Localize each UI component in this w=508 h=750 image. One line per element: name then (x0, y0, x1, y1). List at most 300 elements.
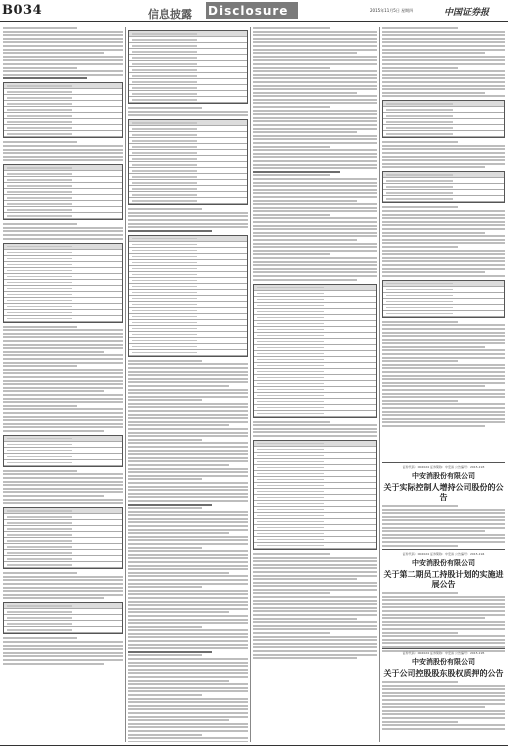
text-line (128, 514, 248, 516)
text-line (382, 166, 485, 168)
text-line (253, 185, 377, 187)
text-line (253, 77, 377, 79)
text-line (382, 159, 505, 161)
text-line (128, 460, 248, 462)
text-line (382, 31, 505, 33)
text-line (3, 491, 123, 493)
text-line (128, 629, 248, 631)
text-line (128, 586, 202, 588)
data-table (3, 82, 123, 138)
text-line (253, 117, 377, 119)
text-line (382, 346, 485, 348)
text-line (128, 381, 248, 383)
text-line (253, 221, 377, 223)
text-line (128, 698, 248, 700)
text-line (382, 371, 505, 373)
text-line (382, 403, 505, 405)
data-table (382, 100, 505, 138)
table-row (383, 131, 504, 137)
text-line (3, 408, 123, 410)
column-divider (125, 27, 126, 742)
text-line (382, 688, 505, 690)
text-line (382, 206, 458, 208)
text-line (128, 547, 202, 549)
text-line (128, 226, 248, 228)
text-line (253, 235, 377, 237)
text-line (382, 375, 505, 377)
data-table (382, 171, 505, 203)
text-line (128, 658, 248, 660)
text-line (253, 182, 377, 184)
text-line (382, 38, 505, 40)
text-line (128, 601, 248, 603)
text-line (253, 203, 377, 205)
heading-line (3, 77, 87, 79)
text-line (253, 257, 377, 259)
text-line (253, 45, 377, 47)
text-line (128, 446, 248, 448)
text-line (382, 624, 505, 626)
text-line (128, 734, 202, 736)
text-line (253, 268, 377, 270)
table-row (4, 316, 122, 322)
text-line (128, 406, 248, 408)
text-line (128, 726, 248, 728)
text-line (128, 486, 248, 488)
data-table (3, 507, 123, 569)
header-rule (0, 21, 508, 22)
text-line (128, 403, 248, 405)
text-line (253, 99, 377, 101)
text-line (253, 52, 357, 54)
text-line (128, 223, 248, 225)
text-line (128, 414, 248, 416)
text-line (253, 639, 377, 641)
text-line (128, 622, 248, 624)
text-line (382, 92, 485, 94)
text-line (3, 45, 123, 47)
text-line (253, 431, 377, 433)
text-line (128, 453, 248, 455)
text-line (253, 85, 377, 87)
text-line (253, 232, 377, 234)
table-row (4, 460, 122, 466)
text-line (253, 592, 330, 594)
notice-company: 中安消股份有限公司 (412, 471, 475, 480)
newspaper-name: 中国证券报 (444, 8, 490, 18)
text-line (253, 128, 377, 130)
text-line (253, 603, 377, 605)
text-line (3, 430, 104, 432)
text-line (253, 217, 377, 219)
text-line (128, 432, 248, 434)
data-table (3, 164, 123, 220)
text-line (128, 636, 248, 638)
text-line (253, 271, 377, 273)
text-line (253, 135, 377, 137)
text-line (382, 88, 505, 90)
text-line (3, 645, 123, 647)
text-line (382, 145, 505, 147)
text-line (3, 340, 123, 342)
text-line (253, 120, 377, 122)
text-line (382, 45, 505, 47)
text-line (128, 550, 248, 552)
text-line (128, 572, 229, 574)
text-line (253, 575, 377, 577)
text-line (253, 564, 377, 566)
text-line (382, 724, 505, 726)
text-line (382, 257, 505, 259)
text-line (382, 148, 505, 150)
text-line (253, 250, 377, 252)
text-line (382, 721, 458, 723)
text-line (253, 596, 377, 598)
text-line (382, 421, 505, 423)
text-line (382, 530, 485, 532)
text-line (382, 407, 505, 409)
notice-company: 中安消股份有限公司 (412, 657, 475, 666)
text-line (253, 92, 357, 94)
text-line (382, 221, 505, 223)
text-line (3, 401, 123, 403)
text-line (128, 212, 248, 214)
text-line (128, 579, 248, 581)
text-line (128, 500, 248, 502)
notice-block (382, 462, 505, 548)
text-line (3, 223, 77, 225)
text-line (253, 239, 357, 241)
text-line (3, 49, 123, 51)
text-line (382, 357, 505, 359)
text-line (3, 394, 123, 396)
text-line (382, 321, 458, 323)
text-line (128, 672, 248, 674)
text-line (253, 610, 377, 612)
text-line (128, 676, 248, 678)
text-line (253, 34, 377, 36)
text-line (253, 110, 377, 112)
text-line (382, 364, 505, 366)
text-line (128, 701, 248, 703)
text-line (382, 505, 458, 507)
text-line (128, 669, 248, 671)
text-line (382, 360, 458, 362)
data-table (253, 440, 377, 550)
heading-line (128, 504, 212, 506)
text-line (3, 477, 123, 479)
text-line (382, 414, 505, 416)
text-line (382, 70, 505, 72)
text-line (382, 699, 505, 701)
text-line (253, 428, 377, 430)
text-line (382, 27, 458, 29)
text-line (3, 641, 123, 643)
text-line (128, 536, 248, 538)
text-line (128, 385, 229, 387)
text-line (253, 650, 377, 652)
text-line (382, 268, 505, 270)
text-line (382, 250, 505, 252)
text-line (253, 31, 377, 33)
text-line (253, 618, 357, 620)
text-line (128, 640, 248, 642)
text-line (253, 49, 377, 51)
table-row (254, 411, 376, 417)
text-line (3, 336, 123, 338)
text-line (253, 557, 377, 559)
text-line (3, 344, 123, 346)
notice-body (382, 681, 505, 730)
text-line (3, 372, 123, 374)
text-line (253, 142, 377, 144)
text-line (3, 576, 123, 578)
text-line (382, 695, 505, 697)
text-line (3, 648, 123, 650)
text-line (3, 659, 123, 661)
text-line (382, 264, 505, 266)
text-line (253, 636, 377, 638)
text-line (382, 537, 505, 539)
text-line (128, 705, 248, 707)
notice-code-line: 证券代码：002024 证券简称：中安消 公告编号：2015-193 (402, 465, 485, 469)
text-line (128, 662, 248, 664)
table-row (383, 311, 504, 317)
text-line (3, 655, 123, 657)
data-table (128, 235, 248, 357)
text-line (382, 271, 485, 273)
table-row (4, 213, 122, 219)
text-line (253, 95, 377, 97)
section-title-cn: 信息披露 (148, 8, 192, 21)
text-line (128, 719, 229, 721)
text-line (382, 335, 505, 337)
text-line (253, 38, 377, 40)
text-line (128, 597, 248, 599)
text-line (128, 478, 202, 480)
text-line (128, 482, 248, 484)
text-line (3, 230, 123, 232)
text-line (253, 74, 377, 76)
text-line (382, 353, 505, 355)
text-line (128, 680, 229, 682)
text-line (128, 399, 202, 401)
text-line (3, 67, 77, 69)
text-line (128, 608, 248, 610)
text-line (128, 687, 248, 689)
text-line (382, 74, 505, 76)
text-line (128, 464, 229, 466)
text-line (382, 332, 505, 334)
text-line (253, 643, 377, 645)
text-line (382, 389, 505, 391)
text-line (382, 411, 505, 413)
text-line (253, 600, 377, 602)
text-line (128, 565, 248, 567)
text-line (382, 393, 505, 395)
text-line (382, 713, 505, 715)
text-line (382, 527, 505, 529)
text-line (382, 152, 505, 154)
text-line (253, 435, 377, 437)
text-line (382, 425, 485, 427)
text-line (3, 354, 123, 356)
text-line (128, 107, 202, 109)
text-line (128, 208, 202, 210)
text-line (382, 418, 505, 420)
text-line (253, 196, 377, 198)
text-line (128, 644, 248, 646)
text-line (3, 329, 123, 331)
notice-company: 中安消股份有限公司 (412, 558, 475, 567)
text-line (128, 371, 248, 373)
text-line (382, 685, 505, 687)
text-line (3, 159, 123, 161)
text-line (128, 468, 248, 470)
data-table (128, 119, 248, 205)
text-line (3, 227, 123, 229)
text-line (3, 38, 123, 40)
text-line (128, 442, 248, 444)
text-line (128, 475, 248, 477)
text-line (128, 360, 202, 362)
text-line (3, 488, 123, 490)
text-line (3, 141, 77, 143)
text-line (3, 70, 123, 72)
text-line (128, 424, 229, 426)
text-line (3, 149, 123, 151)
text-line (128, 694, 202, 696)
text-line (382, 599, 505, 601)
text-line (382, 710, 505, 712)
text-line (128, 633, 248, 635)
text-line (128, 518, 248, 520)
article-column-3 (253, 27, 377, 742)
text-line (3, 590, 123, 592)
text-line (3, 376, 123, 378)
text-line (382, 541, 505, 543)
text-line (382, 596, 505, 598)
notice-block (382, 549, 505, 653)
text-line (253, 264, 377, 266)
text-line (128, 611, 229, 613)
text-line (382, 592, 458, 594)
text-line (128, 690, 248, 692)
text-line (128, 111, 248, 113)
text-line (253, 614, 377, 616)
table-row (4, 562, 122, 568)
text-line (382, 224, 505, 226)
text-line (128, 219, 248, 221)
text-line (253, 654, 377, 656)
text-line (128, 654, 202, 656)
text-line (382, 628, 505, 630)
section-title-en: Disclosure (208, 4, 289, 18)
text-line (253, 131, 357, 133)
text-line (128, 392, 248, 394)
text-line (382, 717, 505, 719)
text-line (128, 712, 248, 714)
text-line (382, 642, 505, 644)
text-line (382, 95, 505, 97)
text-line (382, 235, 505, 237)
text-line (253, 421, 330, 423)
text-line (382, 41, 505, 43)
text-line (128, 604, 248, 606)
text-line (128, 593, 248, 595)
text-line (253, 607, 377, 609)
text-line (253, 27, 330, 29)
text-line (128, 417, 248, 419)
text-line (382, 339, 505, 341)
text-line (253, 59, 377, 61)
text-line (3, 426, 123, 428)
text-line (3, 398, 123, 400)
text-line (128, 511, 248, 513)
text-line (382, 378, 505, 380)
text-line (3, 358, 123, 360)
text-line (253, 228, 377, 230)
text-line (253, 632, 330, 634)
text-line (3, 56, 123, 58)
text-line (253, 189, 377, 191)
text-line (128, 543, 248, 545)
text-line (382, 246, 458, 248)
text-line (3, 333, 123, 335)
text-line (3, 652, 123, 654)
text-line (3, 27, 77, 29)
text-line (128, 615, 248, 617)
text-line (382, 523, 505, 525)
footer-rule (0, 745, 508, 746)
text-line (382, 621, 505, 623)
text-line (382, 260, 505, 262)
table-row (129, 97, 247, 103)
text-line (3, 347, 123, 349)
notice-block (382, 648, 505, 731)
text-line (128, 683, 248, 685)
data-table (3, 435, 123, 467)
text-line (3, 238, 123, 240)
text-line (382, 367, 505, 369)
notice-title: 关于公司控股股东股权质押的公告 (383, 668, 504, 678)
text-line (382, 534, 505, 536)
text-line (128, 421, 248, 423)
text-line (382, 519, 505, 521)
text-line (3, 502, 123, 504)
text-line (128, 374, 248, 376)
text-line (3, 583, 123, 585)
text-line (128, 716, 248, 718)
text-line (382, 703, 505, 705)
text-line (128, 450, 248, 452)
text-line (253, 81, 377, 83)
text-line (382, 728, 505, 730)
text-line (382, 217, 505, 219)
text-line (253, 63, 377, 65)
notice-code-line: 证券代码：002024 证券简称：中安消 公告编号：2015-195 (402, 651, 485, 655)
text-line (382, 232, 485, 234)
text-line (382, 228, 505, 230)
text-line (253, 88, 377, 90)
data-table (3, 602, 123, 634)
text-line (3, 326, 77, 328)
text-line (128, 529, 248, 531)
text-line (128, 521, 248, 523)
text-line (382, 85, 505, 87)
data-table (253, 284, 377, 418)
text-line (3, 52, 104, 54)
